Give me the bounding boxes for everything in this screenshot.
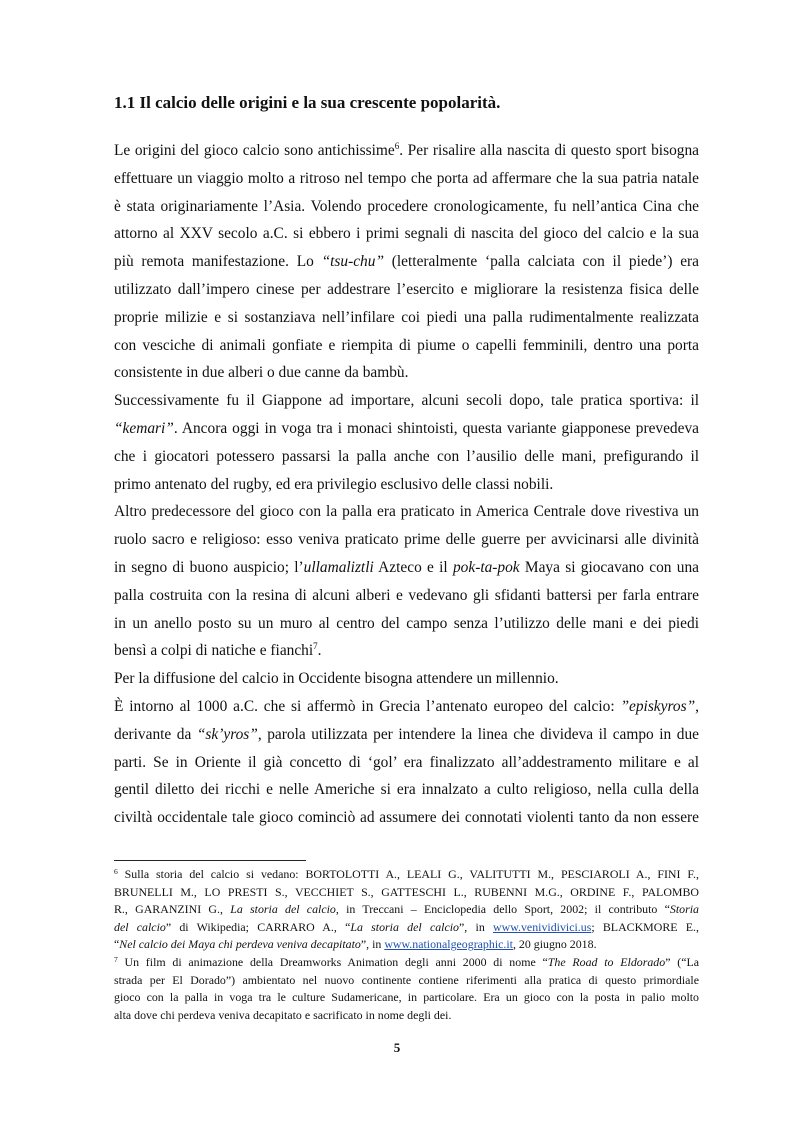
text-run: Le origini del gioco calcio sono antichissime (114, 142, 395, 159)
text-run: È intorno al 1000 a.C. che si affermò in Grecia l’antenato europeo del calcio: (114, 697, 621, 715)
text-run: utilizzato dall’impero cinese per addestrare l’esercito e migliorare la resistenza fisica delle (114, 280, 699, 298)
footnotes (114, 866, 699, 1024)
text-run: ”, in (360, 937, 385, 952)
text-run: ; BLACKMORE E., (591, 919, 699, 934)
text-run: in un anello posto su un muro al centro del campo senza l’utilizzo delle mani e dei piedi (114, 614, 699, 632)
paragraph (114, 137, 699, 387)
paragraph (114, 387, 699, 498)
italic-text: La storia del calcio (230, 902, 336, 917)
text-run: è stata originariamente l’Asia. Volendo procedere cronologicamente, fu nell’antica Cina che (114, 197, 699, 215)
text-line (114, 866, 699, 884)
footnote (114, 954, 699, 1024)
text-line (114, 165, 699, 193)
italic-text: “kemari” (114, 419, 174, 437)
text-run: Un film di animazione della Dreamworks Animation degli anni 2000 di nome “ (117, 954, 548, 969)
text-run: in segno di buono auspicio; l’ (114, 558, 304, 576)
text-run: con vesciche di animali gonfiate e riempita di piume o capelli femminili, dentro una porta (114, 336, 699, 354)
text-run: ” (“La (665, 954, 700, 969)
footnote-marker: 6 (394, 141, 400, 151)
text-run: più remota manifestazione. Lo (114, 253, 322, 271)
text-line (114, 248, 699, 276)
text-line (114, 276, 699, 304)
text-line (114, 901, 699, 919)
text-run: Successivamente fu il Giappone ad importare, alcuni secoli dopo, tale pratica sportiva: il (114, 392, 699, 410)
section-heading: 1.1 Il calcio delle origini e la sua crescente popolarità. (114, 93, 501, 112)
text-run: R., GARANZINI G., (114, 902, 231, 917)
text-run: bensì a colpi di natiche e fianchi (114, 642, 314, 660)
text-run: effettuare un viaggio molto a ritroso nel tempo che porta ad affermare che la sua patria natale (114, 169, 699, 187)
text-line (114, 936, 699, 954)
text-line (114, 972, 699, 990)
text-line (114, 776, 699, 804)
italic-text: ”episkyros” (620, 697, 696, 715)
text-run: Altro predecessore del gioco con la palla era praticato in America Centrale dove rivestiva un (114, 503, 699, 521)
text-line (114, 749, 699, 777)
text-run: gentil diletto dei ricchi e nelle Americhe si era innalzato a culto religioso, nella culla della (114, 781, 699, 799)
text-line (114, 443, 699, 471)
text-line (114, 804, 699, 832)
text-run: , in Treccani – Enciclopedia dello Sport, 2002; il contributo “ (335, 902, 670, 917)
text-line (114, 989, 699, 1007)
text-line (114, 471, 699, 499)
text-line (114, 220, 699, 248)
text-run: “ (114, 937, 120, 952)
text-run: ” di Wikipedia; CARRARO A., “ (165, 919, 351, 934)
italic-text: “tsu-chu” (321, 253, 385, 271)
italic-text: “sk’yros” (196, 725, 258, 743)
text-run: consistente in due alberi o due canne da bambù. (114, 364, 409, 382)
text-line (114, 554, 699, 582)
paragraph (114, 498, 699, 665)
text-run: alta dove chi perdeva veniva decapitato e sacrificato in nome degli dei. (114, 1007, 452, 1022)
text-run: . (317, 642, 322, 660)
text-line (114, 582, 699, 610)
footnote-separator (114, 860, 306, 861)
text-line (114, 721, 699, 749)
text-run: , parola utilizzata per intendere la linea che divideva il campo in due (257, 725, 700, 743)
text-run: derivante da (114, 725, 197, 743)
text-line (114, 332, 699, 360)
web-link[interactable]: www.venividivici.us (493, 919, 592, 934)
text-run: (letteralmente ‘palla calciata con il piede’) era (384, 253, 700, 271)
text-run: parti. Se in Oriente il già concetto di ‘gol’ era finalizzato all’addestramento militare e al (114, 753, 699, 771)
text-run: Azteco e il (373, 558, 453, 576)
text-line (114, 137, 699, 165)
text-line (114, 637, 699, 665)
text-line (114, 387, 699, 415)
text-line (114, 610, 699, 638)
text-run: ruolo sacro e religioso: esso veniva praticato prime delle guerre per avvicinarsi alle divinità (114, 531, 699, 549)
italic-text: Nel calcio dei Maya chi perdeva veniva decapitato (119, 937, 361, 952)
footnote-marker: 7 (313, 641, 318, 652)
text-run: Sulla storia del calcio si vedano: BORTOLOTTI A., LEALI G., VALITUTTI M., PESCIAROLI A., FINI F., (117, 867, 699, 881)
text-line (114, 954, 699, 972)
text-line (114, 415, 699, 443)
web-link[interactable]: www.nationalgeographic.it (384, 937, 513, 952)
text-run: gioco con la palla in voga tra le culture Sudamericane, in particolare. Era un gioco con la posta in palio molto (114, 990, 699, 1005)
text-line (114, 693, 699, 721)
body-text (114, 137, 699, 832)
footnote-marker: 7 (114, 954, 118, 964)
footnote-marker: 6 (114, 867, 118, 876)
text-run: attorno al XXV secolo a.C. si ebbero i primi segnali di nascita del gioco del calcio e la sua (114, 225, 699, 243)
text-line (114, 498, 699, 526)
italic-text: La storia del calcio (350, 919, 460, 934)
text-line (114, 1007, 699, 1025)
text-run: che i giocatori potessero passarsi la palla anche con l’ausilio delle mani, prefigurando il (114, 447, 699, 465)
text-run: BRUNELLI M., LO PRESTI S., VECCHIET S., GATTESCHI L., RUBENNI M.G., ORDINE F., PALOMBO (114, 884, 699, 899)
text-line (114, 193, 699, 221)
text-run: Maya si giocavano con una (519, 558, 699, 576)
text-run: , 20 giugno 2018. (512, 937, 597, 952)
text-run: . Per risalire alla nascita di questo sport bisogna (399, 142, 699, 159)
text-run: proprie milizie e si sostanziava nell’infilare coi piedi una palla rudimentalmente realizzata (114, 308, 699, 326)
text-line (114, 359, 699, 387)
text-run: civiltà occidentale tale gioco cominciò ad assumere dei connotati violenti tanto da non essere (114, 809, 699, 827)
text-run: Per la diffusione del calcio in Occidente bisogna attendere un millennio. (114, 670, 559, 688)
italic-text: ullamaliztli (303, 558, 374, 576)
text-run: palla costruita con la resina di alcuni alberi e vedevano gli sfidanti battersi per farla entrare (114, 586, 699, 604)
text-line (114, 665, 699, 693)
text-run: ”, in (459, 919, 494, 934)
footnote (114, 866, 699, 954)
paragraph (114, 665, 699, 693)
paragraph (114, 693, 699, 832)
text-line (114, 919, 699, 937)
italic-text: pok-ta-pok (452, 558, 520, 576)
italic-text: Storia (669, 902, 699, 917)
text-line (114, 884, 699, 902)
text-run: , (695, 697, 699, 715)
text-line (114, 526, 699, 554)
text-run: strada per El Dorado”) ambientato nel nuovo continente contiene riferimenti alla pratica di questo primordiale (114, 972, 699, 987)
page-number: 5 (393, 1040, 401, 1055)
italic-text: The Road to Eldorado (547, 954, 666, 969)
text-line (114, 304, 699, 332)
text-run: . Ancora oggi in voga tra i monaci shintoisti, questa variante giapponese prevedeva (173, 419, 699, 437)
text-run: primo antenato del rugby, ed era privilegio esclusivo delle classi nobili. (114, 475, 554, 493)
italic-text: del calcio (114, 919, 166, 934)
